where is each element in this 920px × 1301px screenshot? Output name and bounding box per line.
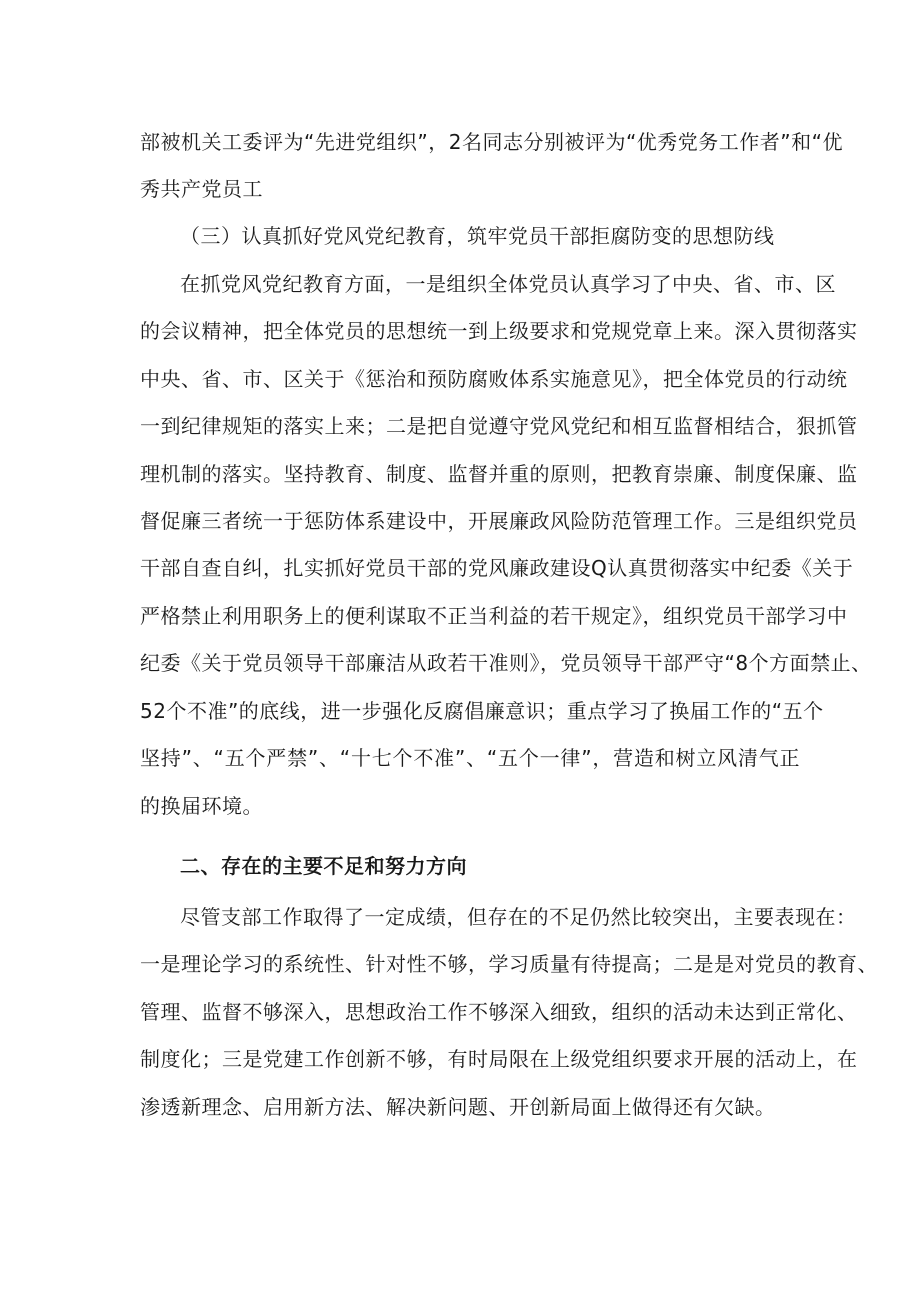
paragraph-first-line: 尽管支部工作取得了一定成绩，但存在的不足仍然比较突出，主要表现在： — [180, 905, 857, 929]
text-line: 的换届环境。 — [140, 794, 263, 818]
text-line: 渗透新理念、启用新方法、解决新问题、开创新局面上做得还有欠缺。 — [140, 1095, 776, 1119]
text-line: 一是理论学习的系统性、针对性不够，学习质量有待提高；二是是对党员的教育、 — [140, 952, 878, 976]
text-line: 纪委《关于党员领导干部廉洁从政若干准则》，党员领导干部严守“8个方面禁止、 — [140, 651, 872, 675]
text-line: 秀共产党员工 — [140, 177, 263, 201]
text-line: 坚持”、“五个严禁”、“十七个不准”、“五个一律”，营造和树立风清气正 — [140, 746, 800, 770]
text-line: 管理、监督不够深入，思想政治工作不够深入细致，组织的活动未达到正常化、 — [140, 1000, 858, 1024]
text-line: 52个不准”的底线，进一步强化反腐倡廉意识；重点学习了换届工作的“五个 — [140, 699, 824, 723]
paragraph-first-line: 在抓党风党纪教育方面，一是组织全体党员认真学习了中央、省、市、区 — [180, 272, 836, 296]
text-line: 督促廉三者统一于惩防体系建设中，开展廉政风险防范管理工作。三是组织党员 — [140, 509, 858, 533]
section-heading: 二、存在的主要不足和努力方向 — [180, 854, 467, 878]
text-line: 理机制的落实。坚持教育、制度、监督并重的原则，把教育崇廉、制度保廉、监 — [140, 462, 858, 486]
text-line: 部被机关工委评为“先进党组织”，2名同志分别被评为“优秀党务工作者”和“优 — [140, 130, 844, 154]
text-line: 干部自查自纠，扎实抓好党员干部的党风廉政建设Q认真贯彻落实中纪委《关于 — [140, 556, 854, 580]
text-line: 制度化；三是党建工作创新不够，有时局限在上级党组织要求开展的活动上，在 — [140, 1047, 858, 1071]
text-line: 的会议精神，把全体党员的思想统一到上级要求和党规党章上来。深入贯彻落实 — [140, 319, 858, 343]
text-line: 一到纪律规矩的落实上来；二是把自觉遵守党风党纪和相互监督相结合，狠抓管 — [140, 414, 858, 438]
section-subheading: （三）认真抓好党风党纪教育，筑牢党员干部拒腐防变的思想防线 — [180, 224, 775, 248]
text-line: 中央、省、市、区关于《惩治和预防腐败体系实施意见》，把全体党员的行动统 — [140, 367, 848, 391]
text-line: 严格禁止利用职务上的便利谋取不正当利益的若干规定》，组织党员干部学习中 — [140, 604, 848, 628]
